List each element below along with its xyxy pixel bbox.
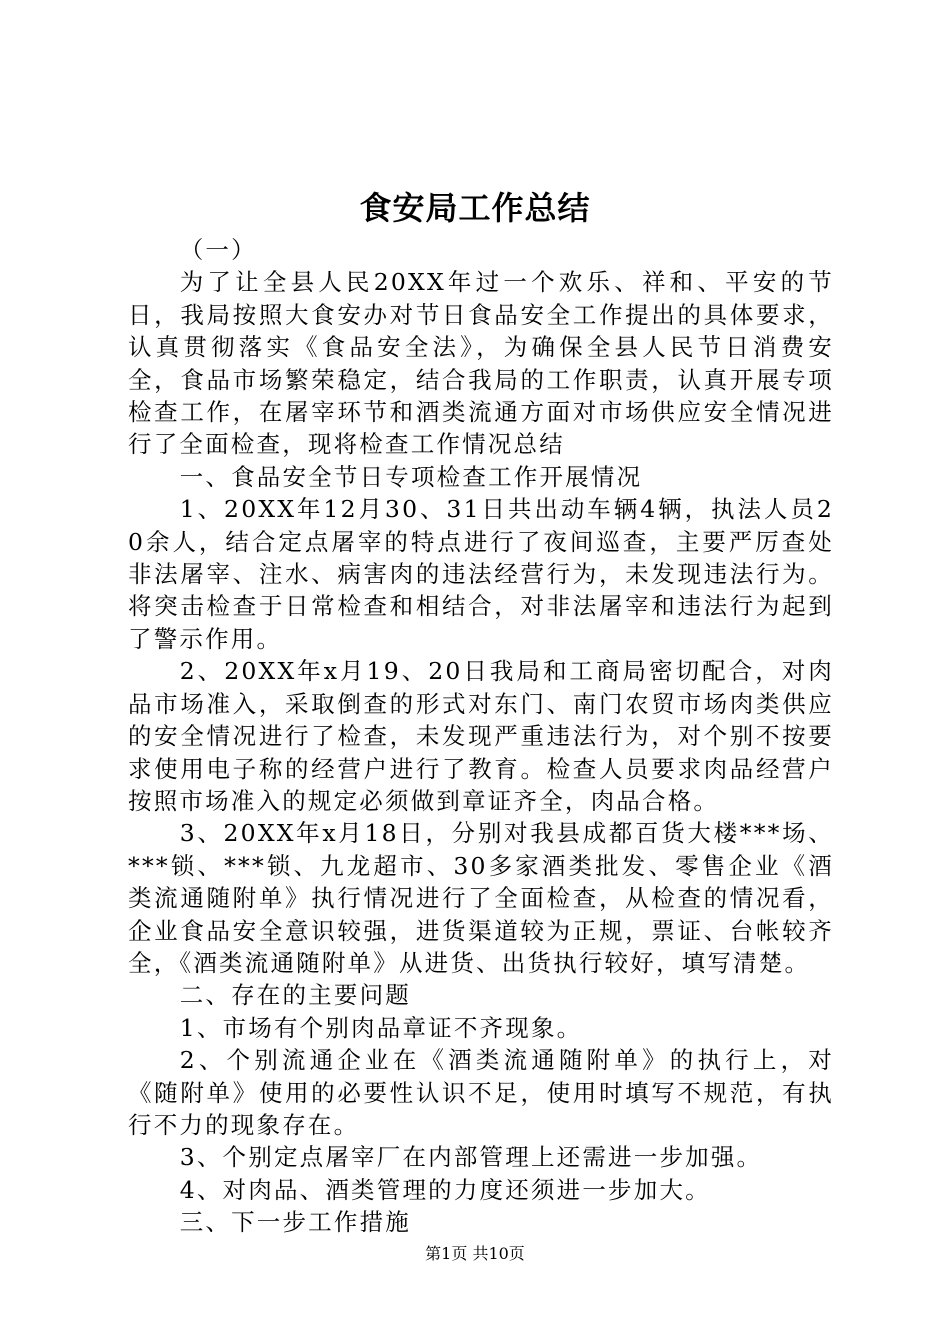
document-body (128, 234, 834, 1239)
section-number: （一） (179, 236, 257, 264)
heading-3: 三、下一步工作措施 (179, 1208, 411, 1237)
intro-paragraph: 为了让全县人民20XX年过一个欢乐、祥和、平安的节日，我局按照大食安办对节日食品安全工作提出的具体要求，认真贯彻落实《食品安全法》，为确保全县人民节日消费安全，食品市场繁荣稳定，结合我局的工作职责，认真开展专项检查工作，在屠宰环节和酒类流通方面对市场供应安全情况进行了全面检查，现将检查工作情况总结 (128, 268, 834, 459)
item-2-paragraph: 2、20XX年x月19、20日我局和工商局密切配合，对肉品市场准入，采取倒查的形式对东门、南门农贸市场肉类供应的安全情况进行了检查，未发现严重违法行为，对个别不按要求使用电子称的经营户进行了教育。检查人员要求肉品经营户按照市场准入的规定必须做到章证齐全，肉品合格。 (128, 657, 834, 815)
item-1-paragraph: 1、20XX年12月30、31日共出动车辆4辆，执法人员20余人，结合定点屠宰的特点进行了夜间巡查，主要严厉查处非法屠宰、注水、病害肉的违法经营行为，未发现违法行为。将突击检查于日常检查和相结合，对非法屠宰和违法行为起到了警示作用。 (128, 495, 834, 653)
problem-2: 2、个别流通企业在《酒类流通随附单》的执行上，对《随附单》使用的必要性认识不足，使用时填写不规范，有执行不力的现象存在。 (128, 1046, 834, 1139)
problem-1: 1、市场有个别肉品章证不齐现象。 (179, 1013, 583, 1042)
heading-1: 一、食品安全节日专项检查工作开展情况 (179, 462, 643, 491)
heading-2: 二、存在的主要问题 (179, 981, 411, 1010)
item-3-paragraph: 3、20XX年x月18日，分别对我县成都百货大楼***场、***锁、***锁、九龙超市、30多家酒类批发、零售企业《酒类流通随附单》执行情况进行了全面检查，从检查的情况看，企业食品安全意识较强，进货渠道较为正规，票证、台帐较齐全，《酒类流通随附单》从进货、出货执行较好，填写清楚。 (128, 819, 834, 977)
problem-4: 4、对肉品、酒类管理的力度还须进一步加大。 (179, 1175, 711, 1204)
problem-3: 3、个别定点屠宰厂在内部管理上还需进一步加强。 (179, 1143, 763, 1172)
document-title: 食安局工作总结 (359, 189, 591, 227)
page-footer: 第1页 共10页 (425, 1244, 525, 1263)
